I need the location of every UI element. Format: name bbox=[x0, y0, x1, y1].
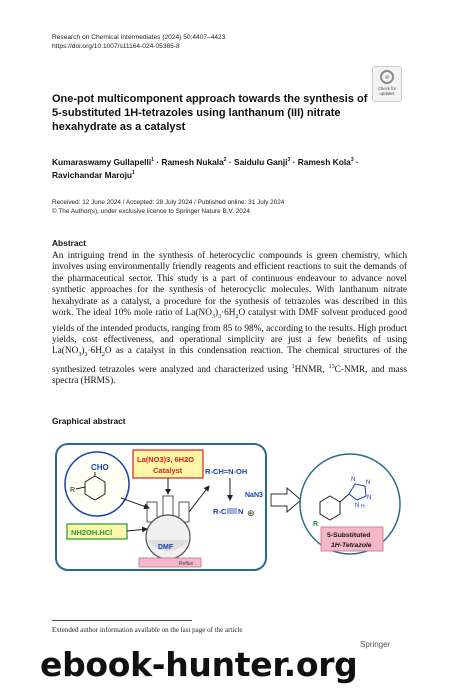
author-name[interactable]: Saidulu Ganji bbox=[234, 156, 288, 167]
plus-sign: ⊕ bbox=[247, 508, 255, 518]
reaction-arrow bbox=[271, 488, 301, 512]
product-name-line1: 5-Substituted bbox=[327, 532, 371, 539]
r-group-left: R bbox=[70, 487, 76, 494]
nitrile-n-label: N bbox=[238, 507, 244, 516]
author-name[interactable]: Ravichandar Maroju bbox=[52, 169, 133, 180]
graphical-abstract-figure bbox=[55, 434, 403, 577]
tetrazole-n3: N bbox=[367, 495, 372, 501]
copyright-line: © The Author(s), under exclusive licence to Springer Nature B.V. 2024 bbox=[52, 208, 250, 215]
watermark-text: ebook-hunter.org bbox=[40, 645, 358, 684]
author-info-footnote: Extended author information available on the last page of the article bbox=[52, 626, 243, 634]
cho-label: CHO bbox=[91, 463, 109, 472]
author-affiliation: 2 bbox=[223, 157, 227, 163]
journal-header bbox=[52, 33, 225, 51]
author-affiliation: 1 bbox=[132, 169, 135, 176]
author-affiliation: 3 bbox=[287, 157, 291, 163]
article-title: One-pot multicomponent approach towards the synthesis of 5-substituted 1H-tetrazoles using lanthanum (III) nitrate hexahydrate as a catalyst bbox=[52, 93, 368, 133]
graphical-abstract-heading: Graphical abstract bbox=[52, 416, 126, 426]
tetrazole-n1: N bbox=[351, 477, 356, 483]
tetrazole-h: H bbox=[361, 504, 365, 510]
history-dates: Received: 12 June 2024 / Accepted: 28 July 2024 / Published online: 31 July 2024 bbox=[52, 199, 285, 206]
hydroxylamine-label: NH2OH.HCl bbox=[71, 528, 113, 537]
abstract-body: An intriguing trend in the synthesis of heterocyclic compounds is green chemistry, which involves using environmentally friendly reagents and efficient reactions to suit the demands of the pharmaceutical sector. This study is a part of continuous endeavour to advance novel synthetic approaches for the synthesis of heterocyclic molecules. With lanthanum nitrate hexahydrate as a catalyst, a procedure for the synthesis of tetrazoles was described in this work. The ideal 10% mole ratio of $La(NO_3)_3\cdot 6H_2O$ catalyst with DMF solvent produced good yields of the intended products, ranging from 85 to 98%, according to the results. High product yields, cost effectiveness, and operational simplicity are just a few benefits of using $La(NO_3)_3\cdot 6H_2O$ as a catalyst in this condensation reaction. The chemical structures of the synthesized tetrazoles were analyzed and characterized using $^1$HNMR, $^{13}$C-NMR, and mass spectra (HRMS). bbox=[52, 251, 408, 387]
journal-citation: Research on Chemical Intermediates (2024) 50:4407–4423 bbox=[52, 34, 226, 41]
dmf-label: DMF bbox=[158, 544, 174, 551]
author-list: Kumaraswamy Gullapelli$^1$ · Ramesh Nukala$^2$ · Saidulu Ganji$^3$ · Ramesh Kola$^3$ · Ravichandar Maroju$^1$ bbox=[52, 156, 359, 180]
product-name-line2: 1H-Tetrazole bbox=[331, 542, 372, 549]
doi-link[interactable]: https://doi.org/10.1007/s11164-024-05365-8 bbox=[52, 43, 180, 50]
nitrile-label: R-C bbox=[213, 507, 227, 516]
round-bottom-flask bbox=[146, 515, 190, 559]
author-name[interactable]: Ramesh Nukala bbox=[161, 156, 224, 167]
badge-text-1: Check for bbox=[378, 86, 396, 91]
author-name[interactable]: Kumaraswamy Gullapelli bbox=[52, 156, 152, 167]
author-affiliation: 1 bbox=[151, 157, 154, 163]
publication-dates bbox=[52, 198, 407, 216]
r-group-right: R bbox=[313, 521, 319, 528]
footnote-divider bbox=[52, 620, 192, 621]
badge-text-2: updates bbox=[379, 91, 395, 96]
author-affiliation: 3 bbox=[350, 157, 354, 163]
catalyst-formula: La(NO3)3, 6H2O bbox=[137, 455, 195, 464]
tetrazole-n2: N bbox=[366, 480, 371, 486]
sodium-azide-label: NaN3 bbox=[245, 492, 263, 499]
check-for-updates-badge[interactable] bbox=[372, 66, 402, 102]
aldehyde-circle bbox=[65, 452, 129, 516]
tetrazole-nh: N bbox=[355, 503, 360, 509]
catalyst-label: Catalyst bbox=[153, 466, 183, 475]
oxime-label: R-CH=N-OH bbox=[205, 467, 248, 476]
abstract-heading: Abstract bbox=[52, 238, 86, 248]
author-name[interactable]: Ramesh Kola bbox=[297, 156, 351, 167]
reflux-label: Reflux bbox=[179, 561, 194, 567]
check-updates-icon bbox=[380, 70, 394, 84]
springer-logo: Springer bbox=[360, 640, 391, 649]
